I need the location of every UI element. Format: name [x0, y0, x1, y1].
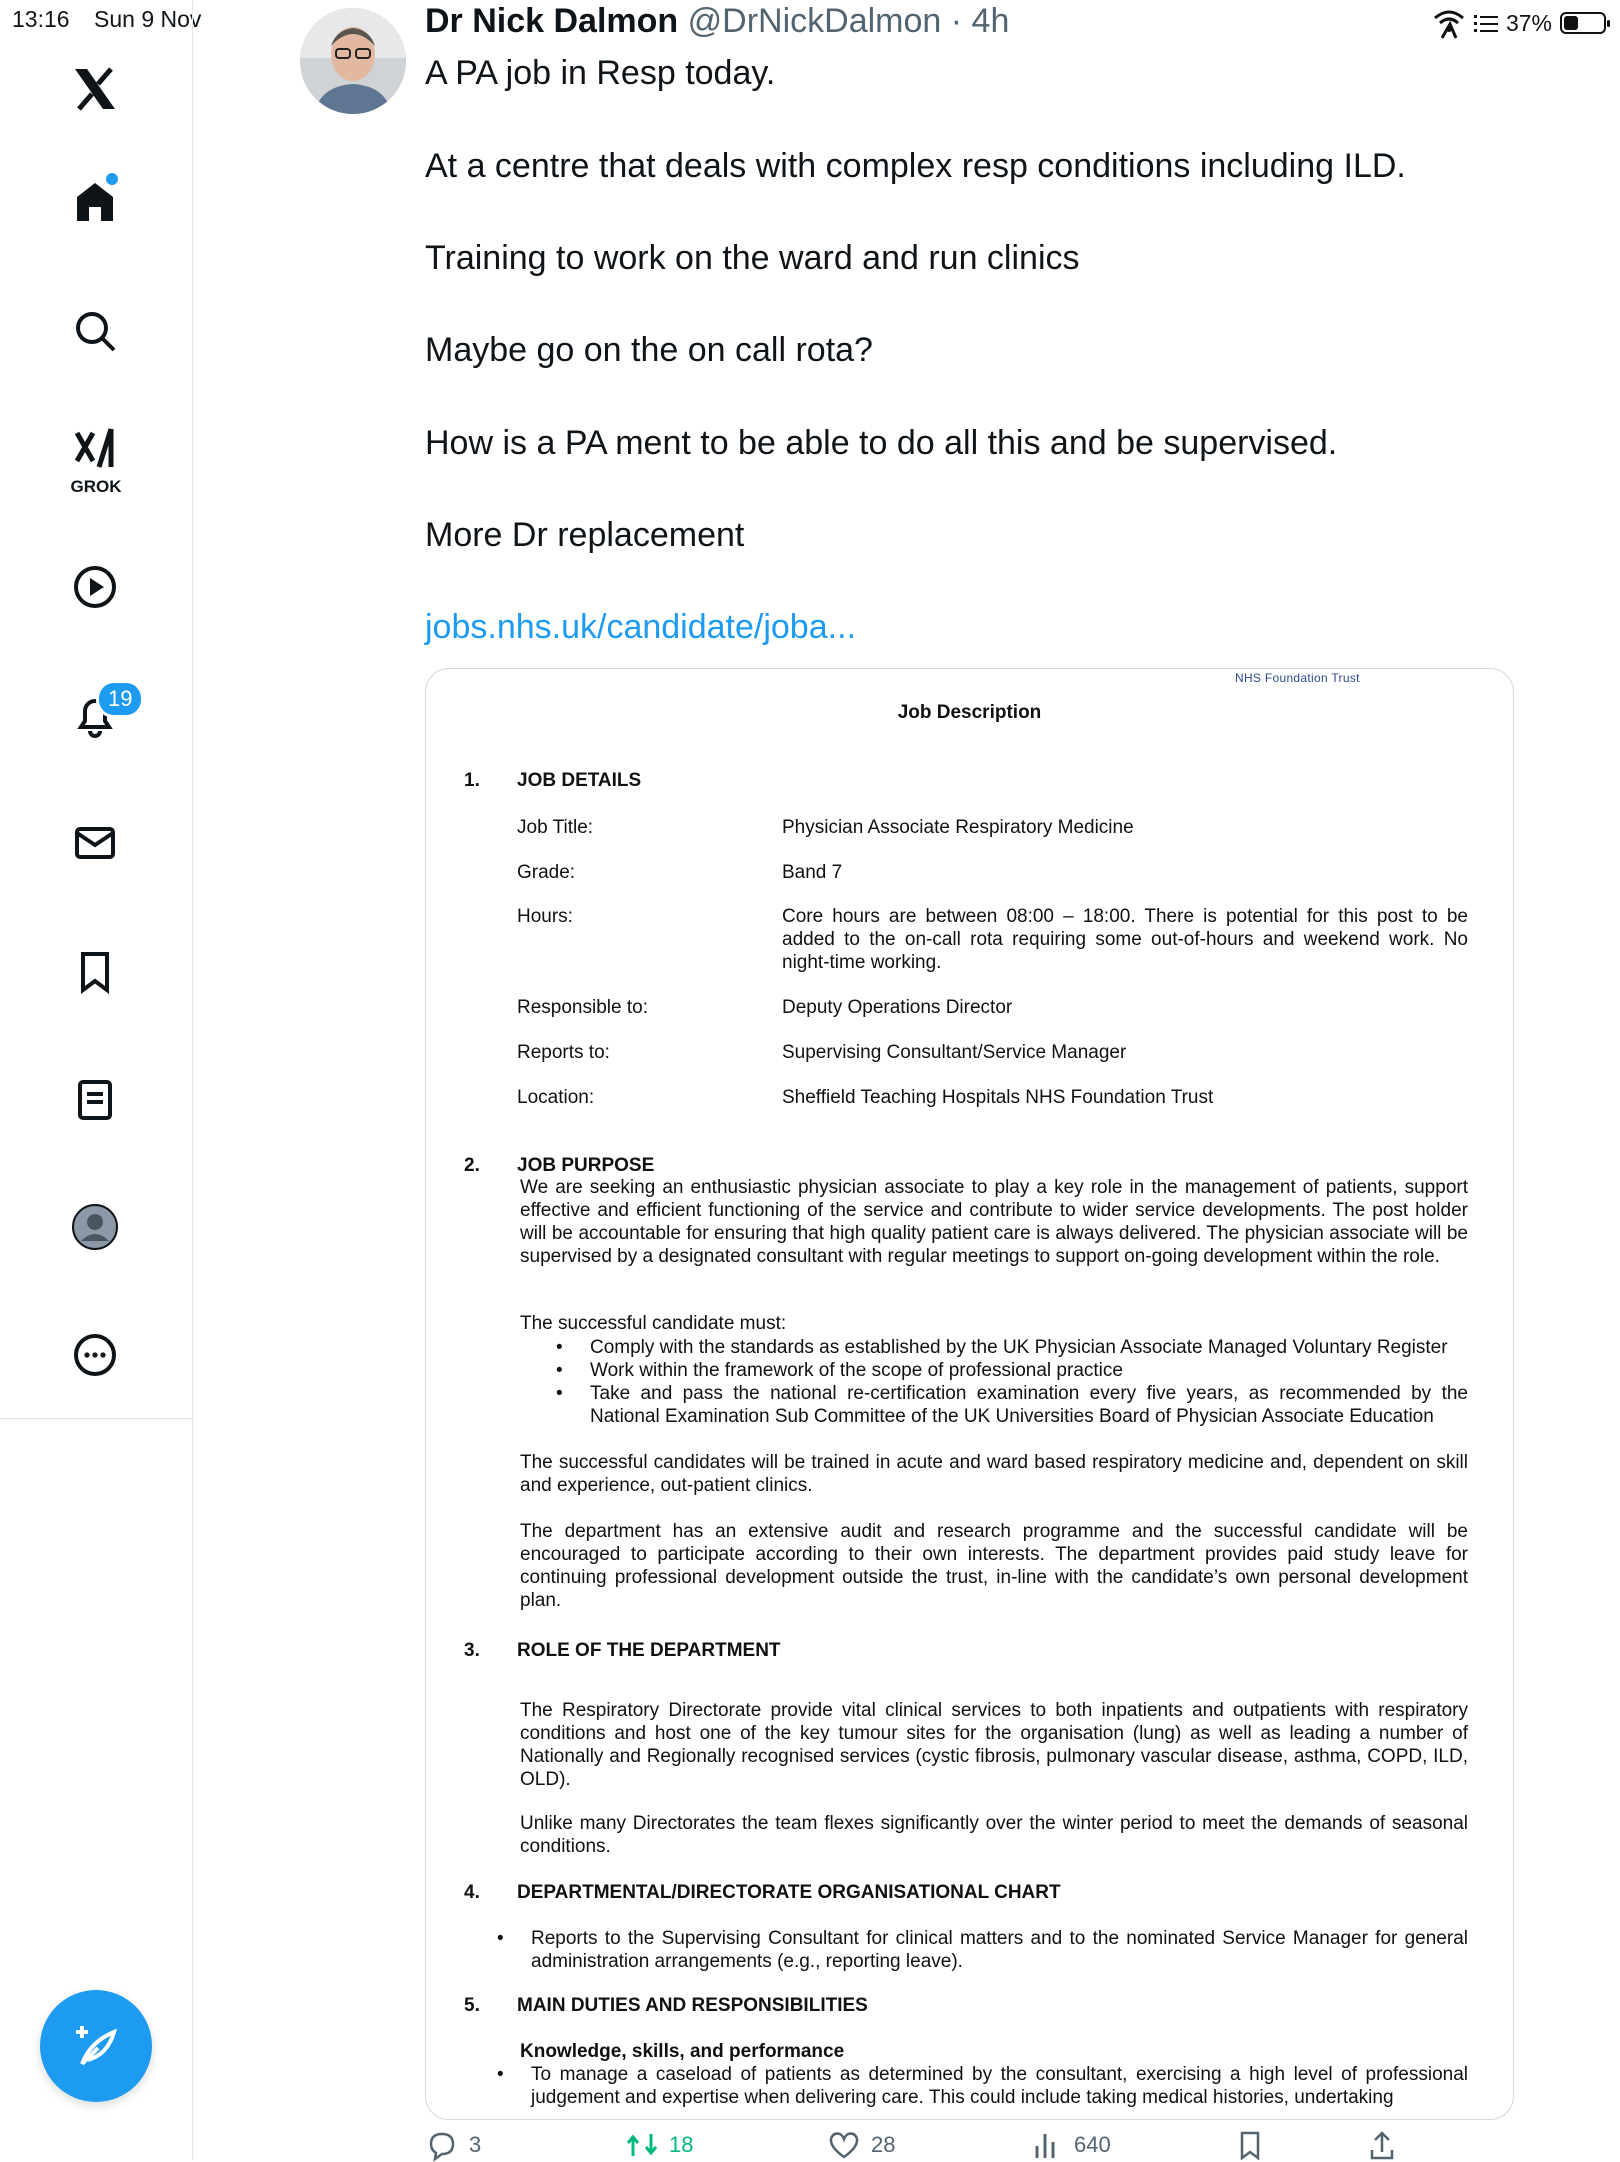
detail-label: Grade:: [517, 862, 576, 883]
tweet-line: At a centre that deals with complex resp conditions including ILD.: [425, 147, 1406, 185]
tweet-actions: [425, 2128, 1512, 2160]
vpn-icon: [1432, 6, 1466, 40]
like-button[interactable]: [827, 2128, 895, 2162]
tweet-line: More Dr replacement: [425, 516, 745, 554]
winter-paragraph: Unlike many Directorates the team flexes significantly over the winter period to meet the demands of seasonal conditions.: [520, 1813, 1468, 1857]
reply-icon: [425, 2128, 459, 2162]
detail-label: Job Title:: [517, 817, 594, 838]
search-icon[interactable]: [60, 296, 130, 366]
grok-label: GROK: [70, 477, 122, 496]
share-button[interactable]: [1365, 2128, 1399, 2162]
bullet-item: • To manage a caseload of patients as determined by the consultant, exercising a high level of professional judgement and expertise when delivering care. This could include taking medical histories, undertaking: [531, 2063, 1468, 2109]
attached-image[interactable]: [425, 668, 1514, 2120]
mail-icon[interactable]: [60, 808, 130, 878]
section-title: MAIN DUTIES AND RESPONSIBILITIES: [517, 1995, 868, 2016]
sidebar-divider: [0, 1418, 192, 1419]
repost-count: 18: [669, 2132, 694, 2157]
bookmark-button[interactable]: [1233, 2128, 1267, 2162]
section-title: DEPARTMENTAL/DIRECTORATE ORGANISATIONAL CHART: [517, 1882, 1061, 1903]
heart-icon: [827, 2128, 861, 2162]
author-name[interactable]: Dr Nick Dalmon: [425, 2, 679, 40]
profile-icon[interactable]: [60, 1192, 130, 1262]
section-number: 5.: [464, 1995, 480, 2016]
detail-value: Sheffield Teaching Hospitals NHS Foundation Trust: [782, 1087, 1214, 1108]
notifications-badge: 19: [96, 680, 144, 718]
detail-label: Location:: [517, 1087, 595, 1108]
home-icon[interactable]: [60, 166, 130, 236]
reply-count: 3: [469, 2132, 482, 2157]
battery-icon: [1560, 12, 1606, 34]
compose-icon: [68, 2018, 124, 2074]
battery-level: [1564, 16, 1578, 30]
bullet-item: • Comply with the standards as established by the UK Physician Associate Managed Voluntary Register: [590, 1336, 1468, 1359]
section-number: 1.: [464, 770, 480, 791]
tweet-link[interactable]: jobs.nhs.uk/candidate/joba...: [425, 608, 856, 646]
play-icon[interactable]: [60, 552, 130, 622]
section-number: 4.: [464, 1882, 480, 1903]
tweet-line: Maybe go on the on call rota?: [425, 331, 873, 369]
section-title: ROLE OF THE DEPARTMENT: [517, 1640, 781, 1661]
bookmark-icon[interactable]: [60, 937, 130, 1007]
detail-label: Reports to:: [517, 1042, 610, 1063]
list-icon[interactable]: [60, 1065, 130, 1135]
compose-button[interactable]: [40, 1990, 152, 2102]
list-status-icon: [1474, 13, 1498, 33]
tweet-time[interactable]: 4h: [971, 2, 1010, 40]
x-logo-icon[interactable]: [60, 54, 130, 124]
detail-label: Hours:: [517, 906, 573, 927]
detail-value: Deputy Operations Director: [782, 997, 1013, 1018]
bullet-item: • Take and pass the national re-certification examination every five years, as recommended by the National Examination Sub Committee of the UK Universities Board of Physician Associate Education: [590, 1382, 1468, 1428]
section-title: JOB DETAILS: [517, 770, 642, 791]
repost-icon: [625, 2128, 659, 2162]
repost-button[interactable]: [625, 2128, 693, 2162]
section-number: 2.: [464, 1155, 480, 1176]
detail-value: Supervising Consultant/Service Manager: [782, 1042, 1127, 1063]
detail-value: Core hours are between 08:00 – 18:00. There is potential for this post to be added to the on-call rota requiring some out-of-hours and weekend work. No night-time working.: [782, 906, 1468, 973]
bookmark-action-icon: [1233, 2128, 1267, 2162]
section-title: JOB PURPOSE: [517, 1155, 655, 1176]
home-unread-dot: [106, 173, 118, 185]
department-paragraph: The Respiratory Directorate provide vital clinical services to both inpatients and outpatients with respiratory conditions and host one of the key tumour sites for the organisation (lung) as well as leading a number of Nationally and Regionally recognised services (cystic fibrosis, pulmonary vascular disease, asthma, COPD, ILD, OLD).: [520, 1700, 1468, 1790]
views-button[interactable]: [1030, 2128, 1111, 2162]
doc-title: Job Description: [897, 702, 1042, 723]
more-icon[interactable]: [60, 1320, 130, 1390]
header-separator: ·: [950, 2, 963, 40]
tweet-line: Training to work on the ward and run clinics: [425, 239, 1080, 277]
reply-button[interactable]: [425, 2128, 481, 2162]
status-right: [1432, 6, 1606, 40]
purpose-paragraph: We are seeking an enthusiastic physician associate to play a key role in the management of patients, support effective and efficient functioning of the service and contribute to wider service developments. The post holder will be accountable for ensuring that high quality patient care is always delivered. The physician associate will be supervised by a designated consultant with regular meetings to support on-going development within the role.: [520, 1177, 1468, 1267]
views-icon: [1030, 2128, 1064, 2162]
trust-header: NHS Foundation Trust: [1235, 671, 1360, 685]
research-paragraph: The department has an extensive audit and research programme and the successful candidate will be encouraged to participate according to their own interests. The department provides paid study leave for continuing professional development outside the trust, in-line with the candidate’s own personal development plan.: [520, 1521, 1468, 1611]
bullet-item: • Work within the framework of the scope of professional practice: [590, 1359, 1468, 1382]
like-count: 28: [871, 2132, 896, 2157]
must-heading: The successful candidate must:: [520, 1313, 787, 1334]
views-count: 640: [1074, 2132, 1111, 2157]
detail-value: Band 7: [782, 862, 843, 883]
share-icon: [1365, 2128, 1399, 2162]
tweet-line: How is a PA ment to be able to do all this and be supervised.: [425, 424, 1338, 462]
training-paragraph: The successful candidates will be trained in acute and ward based respiratory medicine and, dependent on skill and experience, out-patient clinics.: [520, 1452, 1468, 1496]
subsection-title: Knowledge, skills, and performance: [520, 2041, 845, 2062]
grok-icon[interactable]: [60, 414, 130, 484]
tweet-header: [425, 2, 1009, 41]
detail-value: Physician Associate Respiratory Medicine: [782, 817, 1134, 838]
battery-percent: 37%: [1505, 9, 1552, 36]
status-time: 13:16: [12, 6, 70, 32]
author-avatar[interactable]: [300, 8, 406, 114]
detail-label: Responsible to:: [517, 997, 648, 1018]
status-date: Sun 9 Nov: [94, 6, 202, 32]
section-number: 3.: [464, 1640, 480, 1661]
sidebar: [0, 0, 193, 2160]
tweet-line: A PA job in Resp today.: [425, 54, 776, 92]
bullet-item: • Reports to the Supervising Consultant for clinical matters and to the nominated Service Manager for general administration arrangements (e.g., reporting leave).: [531, 1927, 1468, 1973]
author-handle[interactable]: @DrNickDalmon: [687, 2, 942, 40]
job-description-document: [426, 669, 1513, 2119]
